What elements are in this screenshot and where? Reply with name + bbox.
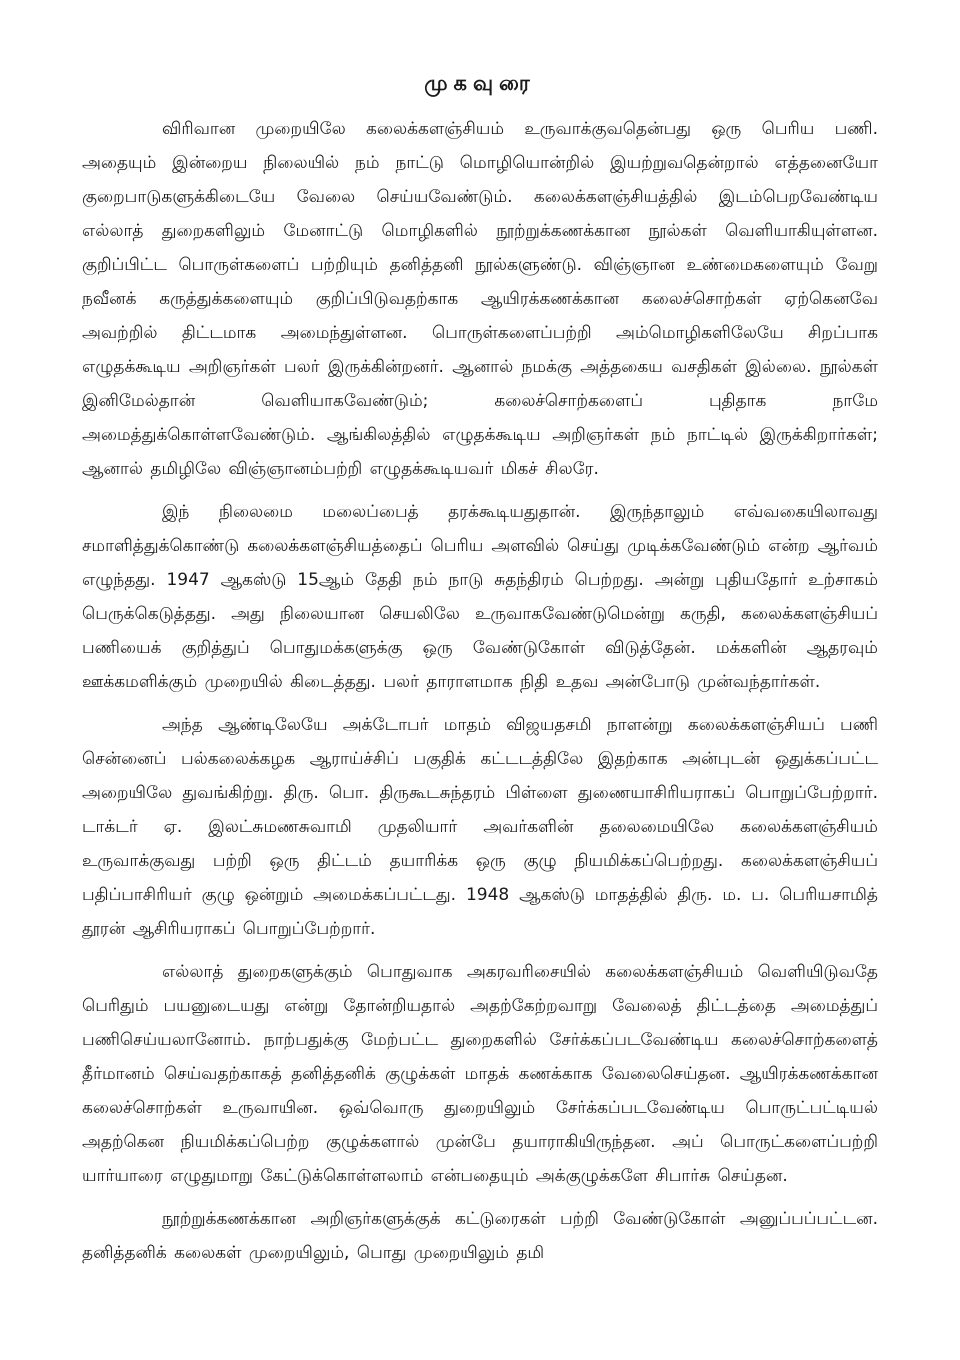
paragraph-4: எல்லாத் துறைகளுக்கும் பொதுவாக அகரவரிசையில் கலைக்களஞ்சியம் வெளியிடுவதே பெரிதும் பயனுடையது என்று தோன்றியதால் அதற்கேற்றவாறு வேலைத் திட்டத்தை அமைத்துப் பணிசெய்யலானோம். நாற்பதுக்கு மேற்பட்ட துறைகளில் சேர்க்கப்படவேண்டிய கலைச்சொற்களைத் தீர்மானம் செய்வதற்காகத் தனித்தனிக் குழுக்கள் மாதக் கணக்காக வேலைசெய்தன. ஆயிரக்கணக்கான கலைச்சொற்கள் உருவாயின. ஒவ்வொரு துறையிலும் சேர்க்கப்படவேண்டிய பொருட்பட்டியல் அதற்கென நியமிக்கப்பெற்ற குழுக்களால் முன்பே தயாராகியிருந்தன. அப் பொருட்களைப்பற்றி யார்யாரை எழுதுமாறு கேட்டுக்கொள்ளலாம் என்பதையும் அக்குழுக்களே சிபார்சு செய்தன. xyxy=(82,962,878,1186)
paragraph-2: இந் நிலைமை மலைப்பைத் தரக்கூடியதுதான். இருந்தாலும் எவ்வகையிலாவது சமாளித்துக்கொண்டு கலைக்களஞ்சியத்தைப் பெரிய அளவில் செய்து முடிக்கவேண்டும் என்ற ஆர்வம் எழுந்தது. 1947 ஆகஸ்டு 15ஆம் தேதி நம் நாடு சுதந்திரம் பெற்றது. அன்று புதியதோர் உற்சாகம் பெருக்கெடுத்தது. அது நிலையான செயலிலே உருவாகவேண்டுமென்று கருதி, கலைக்களஞ்சியப் பணியைக் குறித்துப் பொதுமக்களுக்கு ஒரு வேண்டுகோள் விடுத்தேன். மக்களின் ஆதரவும் ஊக்கமளிக்கும் முறையில் கிடைத்தது. பலர் தாராளமாக நிதி உதவ அன்போடு முன்வந்தார்கள். xyxy=(82,502,878,692)
page-title: முகவுரை xyxy=(424,71,536,95)
paragraph-5: நூற்றுக்கணக்கான அறிஞர்களுக்குக் கட்டுரைகள் பற்றி வேண்டுகோள் அனுப்பப்பட்டன. தனித்தனிக் கலைகள் முறையிலும், பொது முறையிலும் தமி xyxy=(82,1209,878,1263)
body-text xyxy=(82,112,878,1270)
paragraph-3: அந்த ஆண்டிலேயே அக்டோபர் மாதம் விஜயதசமி நாளன்று கலைக்களஞ்சியப் பணி சென்னைப் பல்கலைக்கழக ஆராய்ச்சிப் பகுதிக் கட்டடத்திலே இதற்காக அன்புடன் ஒதுக்கப்பட்ட அறையிலே துவங்கிற்று. திரு. பொ. திருகூடசுந்தரம் பிள்ளை துணையாசிரியராகப் பொறுப்பேற்றார். டாக்டர் ஏ. இலட்சுமணசுவாமி முதலியார் அவர்களின் தலைமையிலே கலைக்களஞ்சியம் உருவாக்குவது பற்றி ஒரு திட்டம் தயாரிக்க ஒரு குழு நியமிக்கப்பெற்றது. கலைக்களஞ்சியப் பதிப்பாசிரியர் குழு ஒன்றும் அமைக்கப்பட்டது. 1948 ஆகஸ்டு மாதத்தில் திரு. ம. ப. பெரியசாமித் தூரன் ஆசிரியராகப் பொறுப்பேற்றார். xyxy=(82,715,878,939)
paragraph-1: விரிவான முறையிலே கலைக்களஞ்சியம் உருவாக்குவதென்பது ஒரு பெரிய பணி. அதையும் இன்றைய நிலையில் நம் நாட்டு மொழியொன்றில் இயற்றுவதென்றால் எத்தனையோ குறைபாடுகளுக்கிடையே வேலை செய்யவேண்டும். கலைக்களஞ்சியத்தில் இடம்பெறவேண்டிய எல்லாத் துறைகளிலும் மேனாட்டு மொழிகளில் நூற்றுக்கணக்கான நூல்கள் வெளியாகியுள்ளன. குறிப்பிட்ட பொருள்களைப் பற்றியும் தனித்தனி நூல்களுண்டு. விஞ்ஞான உண்மைகளையும் வேறு நவீனக் கருத்துக்களையும் குறிப்பிடுவதற்காக ஆயிரக்கணக்கான கலைச்சொற்கள் ஏற்கெனவே அவற்றில் திட்டமாக அமைந்துள்ளன. பொருள்களைப்பற்றி அம்மொழிகளிலேயே சிறப்பாக எழுதக்கூடிய அறிஞர்கள் பலர் இருக்கின்றனர். ஆனால் நமக்கு அத்தகைய வசதிகள் இல்லை. நூல்கள் இனிமேல்தான் வெளியாகவேண்டும்; கலைச்சொற்களைப் புதிதாக நாமே அமைத்துக்கொள்ளவேண்டும். ஆங்கிலத்தில் எழுதக்கூடிய அறிஞர்கள் நம் நாட்டில் இருக்கிறார்கள்; ஆனால் தமிழிலே விஞ்ஞானம்பற்றி எழுதக்கூடியவர் மிகச் சிலரே. xyxy=(82,119,878,479)
